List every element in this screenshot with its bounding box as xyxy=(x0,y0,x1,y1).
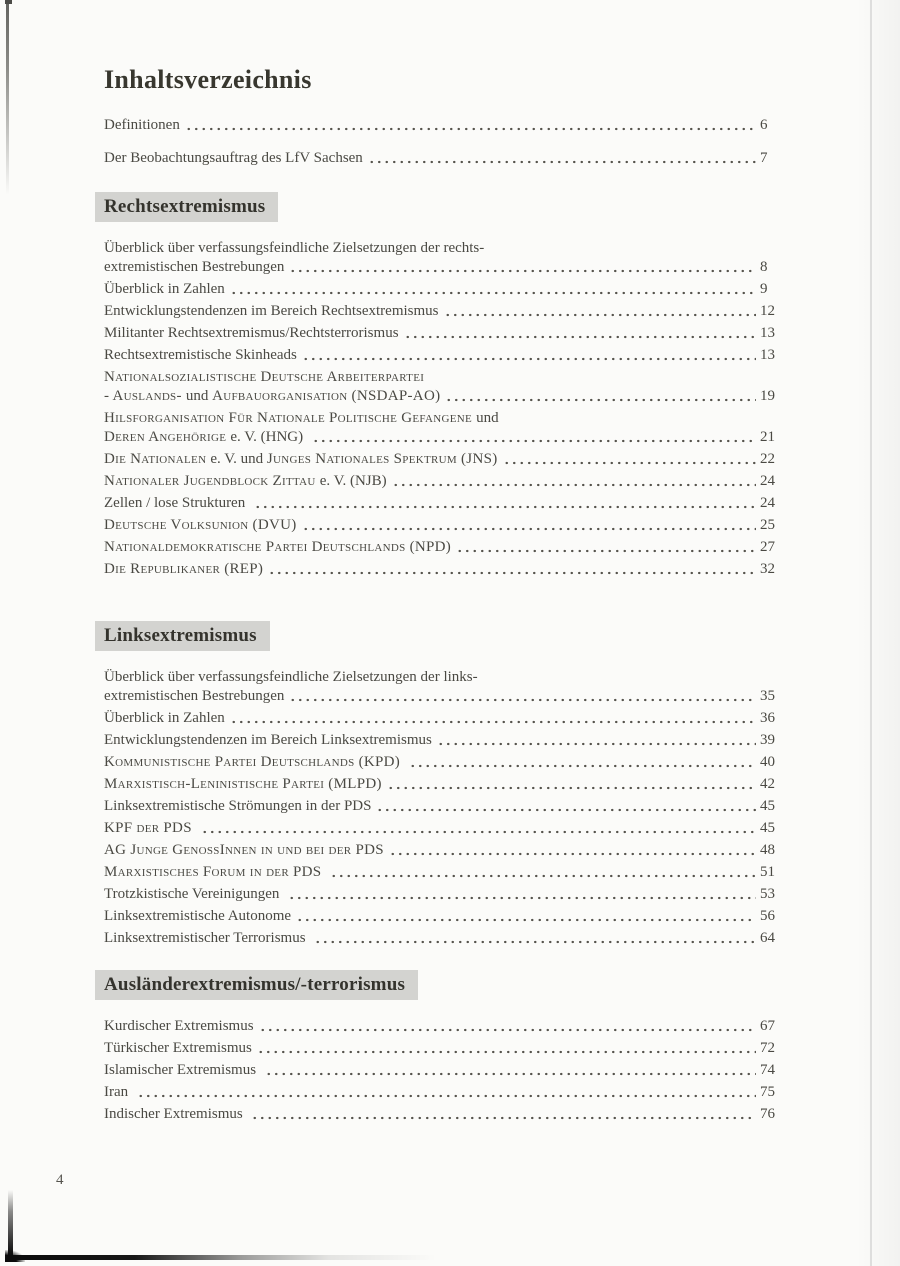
dot-leader xyxy=(312,439,756,443)
toc-entry-title: Definitionen xyxy=(104,117,180,133)
dot-leader xyxy=(392,483,756,487)
toc-entry-page: 32 xyxy=(760,561,775,577)
dot-leader xyxy=(389,852,756,856)
toc-entry-page: 64 xyxy=(760,930,775,946)
toc-entry-title: Linksextremistischer Terrorismus xyxy=(104,930,310,946)
toc-entry xyxy=(104,239,782,277)
toc-entry-page: 9 xyxy=(760,281,768,297)
toc-entry-title: Trotzkistische Vereinigungen xyxy=(104,886,284,902)
toc-entry xyxy=(104,324,782,343)
toc-entry-title: Entwicklungstendenzen im Bereich Linksextremismus xyxy=(104,732,432,748)
toc-entry-page: 48 xyxy=(760,842,775,858)
dot-leader xyxy=(314,940,756,944)
toc-entry xyxy=(104,753,782,772)
toc-entry-page: 42 xyxy=(760,776,775,792)
section-entries xyxy=(104,239,782,579)
dot-leader xyxy=(376,808,756,812)
scan-page-edge-line xyxy=(870,0,872,1266)
section-entries xyxy=(104,1017,782,1124)
toc-section xyxy=(104,621,782,948)
toc-entry-title: Zellen / lose Strukturen xyxy=(104,495,249,511)
toc-entry-page: 24 xyxy=(760,473,775,489)
page-title: Inhaltsverzeichnis xyxy=(104,65,312,94)
scan-book-edge-horizontal xyxy=(6,1255,436,1260)
toc-entry-page: 35 xyxy=(760,688,775,704)
toc-entry-title: Nationaler Jugendblock Zittau e. V. (NJB) xyxy=(104,473,387,489)
toc-entry-title: Überblick über verfassungsfeindliche Zielsetzungen der rechts- xyxy=(104,240,485,256)
section-heading: Linksextremismus xyxy=(95,621,270,651)
dot-leader xyxy=(254,505,756,509)
toc-entry xyxy=(104,731,782,750)
toc-entry xyxy=(104,819,782,838)
toc-entry xyxy=(104,450,782,469)
toc-entry xyxy=(104,346,782,365)
toc-entry-page: 22 xyxy=(760,451,775,467)
dot-leader xyxy=(257,1050,756,1054)
toc-entry-title: Indischer Extremismus xyxy=(104,1106,247,1122)
dot-leader xyxy=(265,1072,756,1076)
toc-entry-page: 13 xyxy=(760,347,775,363)
toc-entry xyxy=(104,797,782,816)
toc-entry-title: Überblick in Zahlen xyxy=(104,710,225,726)
toc-entry-page: 21 xyxy=(760,429,775,445)
dot-leader xyxy=(296,918,756,922)
dot-leader xyxy=(445,398,756,402)
toc-entry xyxy=(104,516,782,535)
dot-leader xyxy=(302,357,756,361)
toc-entry xyxy=(104,863,782,882)
toc-entry xyxy=(104,1105,782,1124)
toc-entry xyxy=(104,668,782,706)
page-number: 4 xyxy=(56,1172,64,1188)
toc-entry xyxy=(104,907,782,926)
scan-edge-shading xyxy=(856,0,900,1266)
toc-entry xyxy=(104,885,782,904)
toc-entry-page: 74 xyxy=(760,1062,775,1078)
dot-leader xyxy=(503,461,756,465)
toc-entry-title: Deutsche Volksunion (DVU) xyxy=(104,517,297,533)
toc-entry-title: extremistischen Bestrebungen xyxy=(104,259,285,275)
toc-entry-title: Der Beobachtungsauftrag des LfV Sachsen xyxy=(104,150,363,166)
toc-entry-title: Marxistisch-Leninistische Partei (MLPD) xyxy=(104,776,382,792)
toc-entry-page: 75 xyxy=(760,1084,775,1100)
dot-leader xyxy=(302,527,756,531)
toc-entry-title: Die Republikaner (REP) xyxy=(104,561,264,577)
toc-entry-page: 36 xyxy=(760,710,775,726)
dot-leader xyxy=(259,1028,756,1032)
toc-entry-page: 45 xyxy=(760,820,775,836)
toc-entry xyxy=(104,841,782,860)
toc-entry-title: Marxistisches Forum in der PDS xyxy=(104,864,326,880)
toc-entry-page: 24 xyxy=(760,495,775,511)
toc-entry xyxy=(104,1039,782,1058)
toc-entry-title: Die Nationalen e. V. und Junges Nationales Spektrum (JNS) xyxy=(104,451,498,467)
toc-entry-title: extremistischen Bestrebungen xyxy=(104,688,285,704)
toc-entry-page: 51 xyxy=(760,864,775,880)
toc-entry xyxy=(104,409,782,447)
dot-leader xyxy=(456,549,756,553)
toc-entry-page: 53 xyxy=(760,886,775,902)
toc-entry-page: 13 xyxy=(760,325,775,341)
toc-entry xyxy=(104,560,782,579)
toc-entry xyxy=(104,280,782,299)
dot-leader xyxy=(137,1094,756,1098)
dot-leader xyxy=(288,896,756,900)
toc-section xyxy=(104,970,782,1124)
toc-content xyxy=(104,64,782,1127)
toc-entry xyxy=(104,1083,782,1102)
dot-leader xyxy=(409,764,756,768)
toc-entry xyxy=(104,1017,782,1036)
toc-entry-title: Militanter Rechtsextremismus/Rechtsterrorismus xyxy=(104,325,399,341)
toc-entry-title: KPF der PDS xyxy=(104,820,196,836)
toc-entry xyxy=(104,775,782,794)
scan-book-edge-corner xyxy=(5,1250,25,1262)
dot-leader xyxy=(289,698,756,702)
toc-entry xyxy=(104,302,782,321)
dot-leader xyxy=(230,291,756,295)
dot-leader xyxy=(330,874,756,878)
dot-leader xyxy=(230,720,756,724)
toc-entry-title: AG Junge GenossInnen in und bei der PDS xyxy=(104,842,384,858)
toc-entry xyxy=(104,538,782,557)
scan-artifact-line-cap xyxy=(5,0,12,4)
toc-entry-title: Kurdischer Extremismus xyxy=(104,1018,254,1034)
toc-entry xyxy=(104,494,782,513)
toc-entry xyxy=(104,709,782,728)
dot-leader xyxy=(268,571,756,575)
toc-entry-page: 40 xyxy=(760,754,775,770)
toc-entry-title: Türkischer Extremismus xyxy=(104,1040,252,1056)
dot-leader xyxy=(368,160,756,164)
toc-entry-title: Entwicklungstendenzen im Bereich Rechtsextremismus xyxy=(104,303,439,319)
toc-entry-page: 67 xyxy=(760,1018,775,1034)
dot-leader xyxy=(404,335,756,339)
toc-entry-page: 25 xyxy=(760,517,775,533)
toc-entry-page: 19 xyxy=(760,388,775,404)
toc-entry xyxy=(104,149,782,168)
toc-entry-page: 6 xyxy=(760,117,768,133)
toc-entry-page: 27 xyxy=(760,539,775,555)
toc-entry-page: 76 xyxy=(760,1106,775,1122)
toc-entry-title: - Auslands- und Aufbauorganisation (NSDAP-AO) xyxy=(104,388,441,404)
toc-entry-title: Überblick in Zahlen xyxy=(104,281,225,297)
section-entries xyxy=(104,668,782,948)
toc-entry-title: Kommunistische Partei Deutschlands (KPD) xyxy=(104,754,405,770)
toc-entry xyxy=(104,116,782,135)
toc-entry-title: Rechtsextremistische Skinheads xyxy=(104,347,297,363)
toc-entry-title: Nationaldemokratische Partei Deutschlands (NPD) xyxy=(104,539,452,555)
toc-entry-title: Iran xyxy=(104,1084,132,1100)
toc-entry-title: Islamischer Extremismus xyxy=(104,1062,260,1078)
toc-entry-title: Linksextremistische Autonome xyxy=(104,908,292,924)
scan-artifact-line xyxy=(6,0,9,195)
toc-entry-page: 56 xyxy=(760,908,775,924)
toc-entry-title: Überblick über verfassungsfeindliche Zielsetzungen der links- xyxy=(104,669,478,685)
toc-entry xyxy=(104,929,782,948)
dot-leader xyxy=(437,742,756,746)
toc-entry-title: Nationalsozialistische Deutsche Arbeiterpartei xyxy=(104,369,425,385)
toc-entry xyxy=(104,472,782,491)
toc-entry-title: Deren Angehörige e. V. (HNG) xyxy=(104,429,307,445)
toc-sections xyxy=(104,192,782,1124)
toc-entry-title: Hilsforganisation Für Nationale Politische Gefangene und xyxy=(104,410,499,426)
toc-entry-title: Linksextremistische Strömungen in der PDS xyxy=(104,798,372,814)
dot-leader xyxy=(185,127,756,131)
dot-leader xyxy=(444,313,757,317)
section-heading: Rechtsextremismus xyxy=(95,192,278,222)
dot-leader xyxy=(251,1116,756,1120)
toc-entry-page: 12 xyxy=(760,303,775,319)
section-heading: Ausländerextremismus/-terrorismus xyxy=(95,970,418,1000)
toc-entry-page: 8 xyxy=(760,259,768,275)
toc-entry xyxy=(104,1061,782,1080)
toc-entry-page: 45 xyxy=(760,798,775,814)
dot-leader xyxy=(387,786,756,790)
toc-entry-page: 39 xyxy=(760,732,775,748)
frontmatter-entries xyxy=(104,116,782,168)
dot-leader xyxy=(201,830,756,834)
dot-leader xyxy=(289,269,756,273)
toc-entry-page: 72 xyxy=(760,1040,775,1056)
toc-section xyxy=(104,192,782,579)
toc-entry xyxy=(104,368,782,406)
toc-entry-page: 7 xyxy=(760,150,768,166)
